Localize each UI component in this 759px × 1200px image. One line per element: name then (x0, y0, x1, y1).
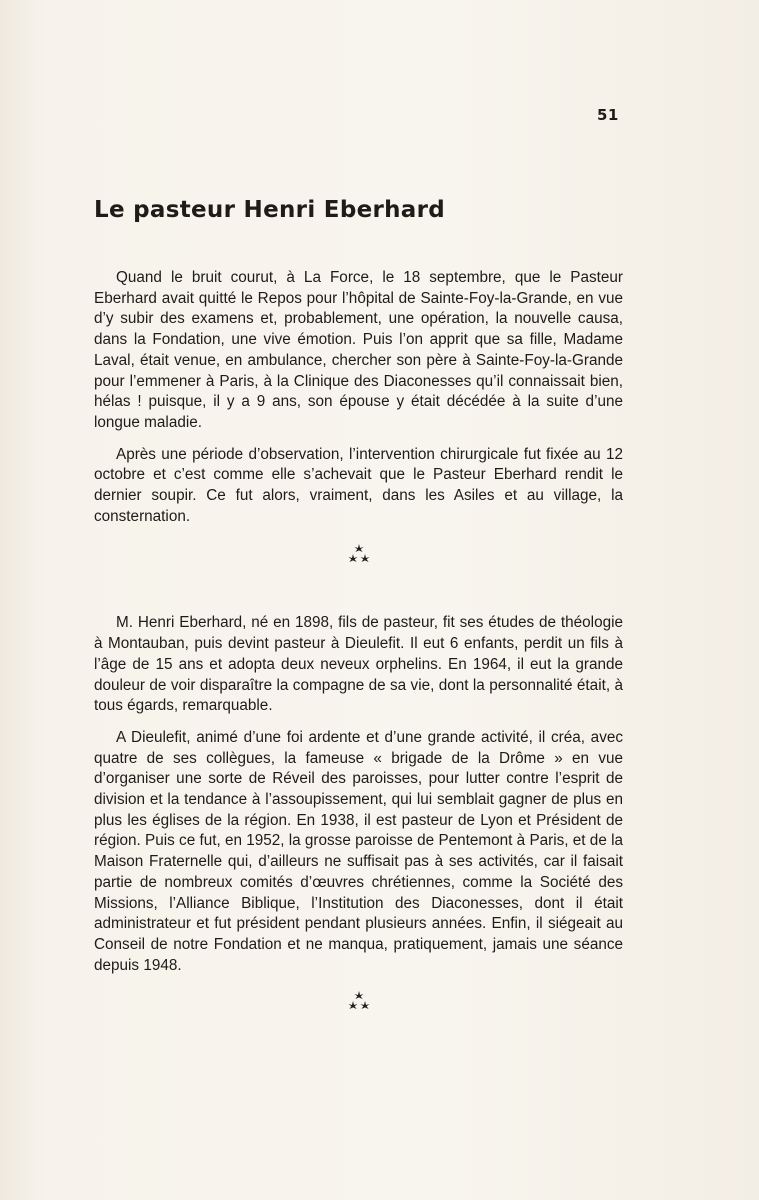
section-separator-asterism (94, 543, 623, 579)
paragraph-1: Quand le bruit courut, à La Force, le 18 septembre, que le Pasteur Eberhard avait quitté le Repos pour l’hôpital de Sainte-Foy-la-Grande, en vue d’y subir des examens et, probablement, une opération, la nouvelle causa, dans la Fondation, une vive émotion. Puis l’on apprit que sa fille, Madame Laval, était venue, en ambulance, chercher son père à Sainte-Foy-la-Grande pour l’emmener à Paris, à la Clinique des Diaconesses qu’il connaissait bien, hélas ! puisque, il y a 9 ans, son épouse y était décédée à la suite d’une longue maladie. (94, 269, 623, 431)
paragraph-3: M. Henri Eberhard, né en 1898, fils de pasteur, fit ses études de théologie à Montauban, puis devint pasteur à Dieulefit. Il eut 6 enfants, perdit un fils à l’âge de 15 ans et adopta deux neveux orphelins. En 1964, il eut la grande douleur de voir disparaître la compagne de sa vie, dont la personnalité était, à tous égards, remarquable. (94, 614, 623, 715)
paragraph-4: A Dieulefit, animé d’une foi ardente et d’une grande activité, il créa, avec quatre de ses collègues, la fameuse « brigade de la Drôme » en vue d’organiser une sorte de Réveil des paroisses, pour lutter contre l’esprit de division et la tendance à l’assoupissement, qui lui semblait gagner de plus en plus les églises de la région. En 1938, il est pasteur de Lyon et Président de région. Puis ce fut, en 1952, la grosse paroisse de Pentemont à Paris, et de la Maison Fraternelle qui, d’ailleurs ne suffisait pas à ses activités, car il faisait partie de nombreux comités d’œuvres chrétiennes, comme la Société des Missions, l’Alliance Biblique, l’Institution des Diaconesses, dont il était administrateur et fut président pendant plusieurs années. Enfin, il siégeait au Conseil de notre Fondation et ne manqua, pratiquement, jamais une séance depuis 1948. (94, 728, 623, 974)
page-number: 51 (597, 106, 619, 124)
section-separator-asterism-2 (94, 990, 623, 1026)
article-body (94, 268, 623, 1026)
asterism-icon (347, 990, 371, 1012)
asterism-icon (347, 543, 371, 565)
paragraph-2: Après une période d’observation, l’intervention chirurgicale fut fixée au 12 octobre et c’est comme elle s’achevait que le Pasteur Eberhard rendit le dernier soupir. Ce fut alors, vraiment, dans les Asiles et au village, la consternation. (94, 445, 623, 525)
article-title: Le pasteur Henri Eberhard (94, 197, 446, 223)
